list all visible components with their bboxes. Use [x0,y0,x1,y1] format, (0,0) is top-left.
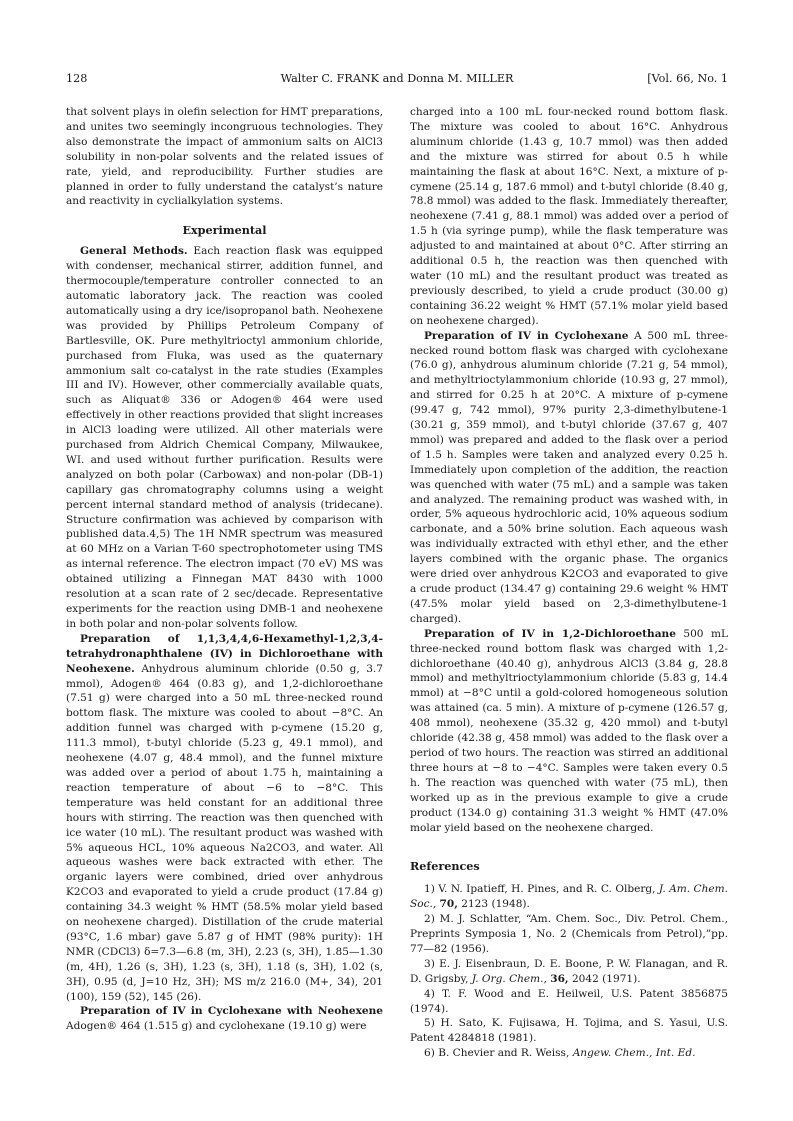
reference-number: 5) [424,1017,435,1030]
reference-pages: 2042 (1971). [571,972,641,985]
reference-item [410,882,728,912]
continuation-paragraph: charged into a 100 mL four-necked round bottom flask. The mixture was cooled to about 16°C. Anhydrous aluminum chloride (1.43 g, 10.7 mmol) was then added and the mixture was stirred for about 0.5 h while maintaining the flask at about 16°C. Next, a mixture of p-cymene (25.14 g, 187.6 mmol) and t-butyl chloride (8.40 g, 78.8 mmol) was added to the flask. Immediately thereafter, neohexene (7.41 g, 88.1 mmol) was added over a period of 1.5 h (via syringe pump), while the flask temperature was adjusted to and maintained at about 0°C. After stirring an additional 0.5 h, the reaction was then quenched with water (10 mL) and the resultant product was treated as previously described, to yield a crude product (30.00 g) containing 36.22 weight % HMT (57.1% molar yield based on neohexene charged). [410,106,728,327]
prep-dichloroethane-neohexene-heading: Preparation of 1,1,3,4,4,6-Hexamethyl-1,2,3,4-tetrahydronaphthalene (IV) in Dichloroethane with Neohexene. [66,632,383,675]
reference-number: 1) [424,883,435,896]
page-number: 128 [66,72,88,85]
reference-item [410,957,728,987]
reference-item [410,1016,728,1046]
reference-pages: 2123 (1948). [461,898,530,911]
reference-journal: J. Am. Chem. Soc., [410,883,728,911]
prep-cyclohexane-heading: Preparation of IV in Cyclohexane [424,329,629,342]
reference-item [410,1046,728,1061]
prep-cyclohexane-neohexene-heading: Preparation of IV in Cyclohexane with Neohexene [80,1005,383,1018]
prep-cyclohexane-neohexene-paragraph [66,1004,383,1034]
reference-number: 4) [424,987,435,1000]
prep-cyclohexane-paragraph [410,329,728,627]
reference-number: 6) [424,1047,435,1060]
prep-cyclohexane-text: A 500 mL three-necked round bottom flask was charged with cyclohexane (76.0 g), anhydrous aluminum chloride (7.21 g, 54 mmol), and methyltrioctylammonium chloride (10.93 g, 27 mmol), and stirred for 0.25 h at 20°C. A mixture of p-cymene (99.47 g, 742 mmol), 97% purity 2,3-dimethylbutene-1 (30.21 g, 359 mmol), and t-butyl chloride (37.67 g, 407 mmol) was prepared and added to the flask over a period of 1.5 h. Samples were taken and analyzed every 0.25 h. Immediately upon completion of the addition, the reaction was quenched with water (75 mL) and a sample was taken and analyzed. The remaining product was washed with, in order, 5% aqueous hydrochloric acid, 10% aqueous sodium carbonate, and a 50% brine solution. Each aqueous wash was individually extracted with ethyl ether, and the ether layers combined with the organic phase. The organics were dried over anhydrous K2CO3 and evaporated to give a crude product (134.47 g) containing 29.6 weight % HMT (47.5% molar yield based on 2,3-dimethylbutene-1 charged). [410,329,728,625]
volume-info: [Vol. 66, No. 1 [647,72,728,85]
general-methods-text: Each reaction flask was equipped with condenser, mechanical stirrer, addition funnel, and thermocouple/temperature controller connected to an automatic laboratory jack. The reaction was cooled automatically using a dry ice/isopropanol bath. Neohexene was provided by Phillips Petroleum Company of Bartlesville, OK. Pure methyltrioctyl ammonium chloride, purchased from Fluka, was used as the quaternary ammonium salt co-catalyst in the rate studies (Examples III and IV). However, other commercially available quats, such as Aliquat® 336 or Adogen® 464 were used effectively in other reactions provided that slight increases in AlCl3 loading were utilized. All other materials were purchased from Aldrich Chemical Company, Milwaukee, WI. and used without further purification. Results were analyzed on both polar (Carbowax) and non-polar (DB-1) capillary gas chromatography columns using a weight percent internal standard method of analysis (tridecane). Structure confirmation was achieved by comparison with published data.4,5) The 1H NMR spectrum was measured at 60 MHz on a Varian T-60 spectrophotometer using TMS as internal reference. The electron impact (70 eV) MS was obtained utilizing a Finnegan MAT 8430 with 1000 resolution at a scan rate of 2 sec/decade. Representative experiments for the reaction using DMB-1 and neohexene in both polar and non-polar solvents follow. [66,245,384,630]
running-authors: Walter C. FRANK and Donna M. MILLER [280,72,514,85]
prep-dichloroethane-heading: Preparation of IV in 1,2-Dichloroethane [424,627,676,640]
right-column [410,105,728,1061]
references-heading: References [410,859,480,874]
left-column [66,105,383,1034]
reference-journal: Angew. Chem., Int. Ed. [572,1047,696,1060]
reference-number: 3) [424,957,435,970]
reference-authors: V. N. Ipatieff, H. Pines, and R. C. Olberg, [438,883,656,896]
reference-item [410,987,728,1017]
reference-volume: 36, [550,972,569,985]
prep-dichloroethane-neohexene-paragraph [66,632,383,1005]
prep-dichloroethane-neohexene-text: Anhydrous aluminum chloride (0.50 g, 3.7 mmol), Adogen® 464 (0.83 g), and 1,2-dichloroethane (7.51 g) were charged into a 50 mL three-necked round bottom flask. The mixture was cooled to about −8°C. An addition funnel was charged with p-cymene (15.20 g, 111.3 mmol), t-butyl chloride (5.23 g, 49.1 mmol), and neohexene (4.07 g, 48.4 mmol), and the funnel mixture was added over a period of about 1.75 h, maintaining a reaction temperature of about −6 to −8°C. This temperature was held constant for an additional three hours with stirring. The reaction was then quenched with ice water (10 mL). The resultant product was washed with 5% aqueous HCL, 10% aqueous Na2CO3, and water. All aqueous washes were back extracted with ether. The organic layers were combined, dried over anhydrous K2CO3 and evaporated to yield a crude product (17.84 g) containing 34.3 weight % HMT (58.5% molar yield based on neohexene charged). Distillation of the crude material (93°C, 1.6 mbar) gave 5.87 g of HMT (98% purity): 1H NMR (CDCl3) δ=7.3—6.8 (m, 3H), 2.23 (s, 3H), 1.85—1.30 (m, 4H), 1.26 (s, 3H), 1.23 (s, 3H), 1.18 (s, 3H), 1.02 (s, 3H), 0.95 (d, J=10 Hz, 3H); MS m/z 216.0 (M+, 34), 201 (100), 159 (52), 145 (26). [66,662,383,1003]
references-list [410,882,728,1061]
reference-authors: M. J. Schlatter, “Am. Chem. Soc., Div. Petrol. Chem., Preprints Symposia 1, No. 2 (Chemicals from Petrol),”pp. 77—82 (1956). [410,913,728,955]
running-header [66,72,728,88]
reference-volume: 70, [439,898,458,911]
reference-item [410,912,728,957]
prep-dichloroethane-paragraph [410,627,728,836]
intro-paragraph: that solvent plays in olefin selection for HMT preparations, and unites two seemingly incongruous technologies. They also demonstrate the impact of ammonium salts on AlCl3 solubility in non-polar solvents and the related issues of rate, yield, and reproducibility. Further studies are planned in order to fully understand the catalyst’s nature and reactivity in cyclialkylation systems. [66,106,383,208]
prep-dichloroethane-text: 500 mL three-necked round bottom flask was charged with 1,2-dichloroethane (40.40 g), anhydrous AlCl3 (3.84 g, 28.8 mmol) and methyltrioctylammonium chloride (5.83 g, 14.4 mmol) at −8°C until a gold-colored homogeneous solution was attained (ca. 5 min). A mixture of p-cymene (126.57 g, 408 mmol), neohexene (35.32 g, 420 mmol) and t-butyl chloride (42.38 g, 458 mmol) was added to the flask over a period of two hours. The reaction was stirred an additional three hours at −8 to −4°C. Samples were taken every 0.5 h. The reaction was quenched with water (75 mL), then worked up as in the previous example to give a crude product (134.0 g) containing 31.3 weight % HMT (47.0% molar yield based on the neohexene charged. [410,627,728,834]
reference-authors: E. J. Eisenbraun, D. E. Boone, P. W. Flanagan, and R. D. Grigsby, [410,957,728,985]
reference-journal: J. Org. Chem., [471,972,547,985]
general-methods-heading: General Methods. [80,245,188,258]
reference-authors: B. Chevier and R. Weiss, [438,1047,570,1060]
reference-number: 2) [424,913,435,926]
reference-authors: H. Sato, K. Fujisawa, H. Tojima, and S. Yasui, U.S. Patent 4284818 (1981). [410,1017,728,1045]
prep-cyclohexane-neohexene-text: Adogen® 464 (1.515 g) and cyclohexane (19.10 g) were [66,1020,367,1033]
reference-authors: T. F. Wood and E. Heilweil, U.S. Patent 3856875 (1974). [410,987,728,1015]
general-methods-paragraph [66,244,383,632]
section-title-experimental: Experimental [182,223,267,238]
